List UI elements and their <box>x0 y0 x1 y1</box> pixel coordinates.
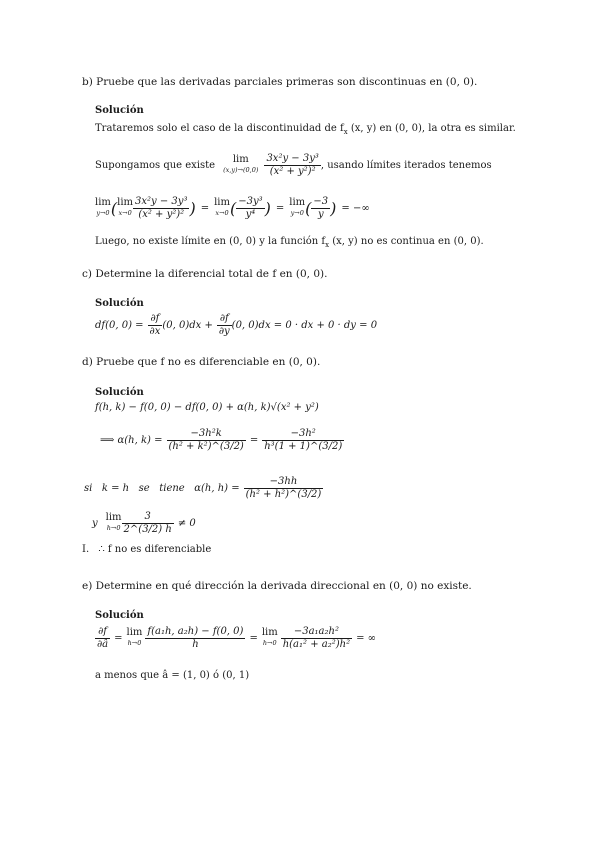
solution-label-e: Solución <box>95 610 144 621</box>
solution-label-c: Solución <box>95 298 144 309</box>
b-conclusion-sub: x <box>325 241 330 249</box>
b-line1-sub: x <box>343 128 348 136</box>
e-lim2 <box>262 628 278 648</box>
b-iter-lim3 <box>289 198 305 218</box>
e-lhs-num: ∂f <box>95 626 110 639</box>
d-eq4-lim <box>106 513 122 533</box>
b-iter-lim2-word: lim <box>214 197 230 208</box>
solution-label-b: Solución <box>95 105 144 116</box>
solution-label-d: Solución <box>95 387 144 398</box>
b-suppose-fraction <box>264 153 320 178</box>
b-iter-den2: y⁴ <box>245 208 256 220</box>
d-eq4-lim-sub: h→0 <box>106 524 121 532</box>
e-lhs-den: ∂â <box>97 638 109 650</box>
b-iter-outer-sub: y→0 <box>96 209 110 217</box>
e-result: = ∞ <box>356 632 376 644</box>
question-c: c) Determine la diferencial total de f en (0, 0). <box>82 268 328 280</box>
b-iter-den: (x² + y²)² <box>138 208 185 220</box>
d-conclusion: ∴ f no es diferenciable <box>98 544 212 555</box>
d-eq4-num: 3 <box>122 511 174 524</box>
question-b: b) Pruebe que las derivadas parciales primeras son discontinuas en (0, 0). <box>82 76 478 88</box>
c-eq-lhs: df(0, 0) = <box>95 319 144 331</box>
b-suppose-num: 3x²y − 3y³ <box>266 152 319 164</box>
d-eq2-frac2 <box>262 428 344 453</box>
d-conclusion-line <box>82 544 211 555</box>
d-eq4-den: 2^(3/2) h <box>123 523 172 535</box>
b-iter-fraction <box>133 196 189 221</box>
e-num2: −3a₁a₂h² <box>281 626 352 639</box>
b-iter-paren2-close-icon: ) <box>264 198 271 218</box>
b-suppose-lim <box>223 155 258 175</box>
d-eq3-frac <box>244 476 324 501</box>
b-iter-paren-open-icon: ( <box>110 198 118 218</box>
e-directional-eq <box>95 622 376 654</box>
b-conclusion <box>95 236 484 249</box>
b-iter-num3: −3 <box>313 195 329 207</box>
d-eq2-den: (h² + k²)^(3/2) <box>168 440 244 452</box>
b-suppose-a: Supongamos que existe <box>95 159 216 171</box>
b-line1 <box>95 123 516 136</box>
b-iter-lim2 <box>214 198 230 218</box>
b-iter-eq1: = <box>200 202 210 214</box>
b-iter-inner-sub: x→0 <box>118 209 132 217</box>
b-conclusion-text: Luego, no existe límite en (0, 0) y la función f <box>95 236 326 247</box>
b-iterated-limits <box>95 190 370 226</box>
b-iter-paren-close-icon: ) <box>189 198 196 218</box>
b-line1-rest: (x, y) en (0, 0), la otra es similar. <box>350 123 516 134</box>
c-frac1-den: ∂x <box>149 325 161 337</box>
d-eq2 <box>100 424 344 456</box>
b-iter-outer-word: lim <box>95 197 111 208</box>
b-suppose-lim-word: lim <box>232 154 249 165</box>
b-iter-inner-word: lim <box>117 197 134 208</box>
b-iter-result: = −∞ <box>341 202 370 214</box>
b-iter-paren3-close-icon: ) <box>330 198 337 218</box>
b-iter-inner-lim <box>117 198 133 218</box>
b-iter-fraction2 <box>236 196 264 221</box>
e-footer: a menos que â = (1, 0) ó (0, 1) <box>95 670 250 681</box>
c-frac2-num: ∂f <box>217 313 232 326</box>
d-eq1: f(h, k) − f(0, 0) − df(0, 0) + α(h, k)√(x² + y²) <box>95 402 319 413</box>
d-eq2-den2: h³(1 + 1)^(3/2) <box>264 440 343 452</box>
b-iter-num2: −3y³ <box>238 195 263 207</box>
b-iter-paren2-open-icon: ( <box>229 198 237 218</box>
e-eq2: = <box>249 632 258 644</box>
d-eq3-num: −3hh <box>244 476 324 489</box>
e-frac1 <box>145 626 245 651</box>
b-iter-lim2-sub: x→0 <box>215 209 229 217</box>
question-e: e) Determine en qué dirección la derivada direccional en (0, 0) no existe. <box>82 580 472 592</box>
d-eq3 <box>84 472 323 504</box>
e-eq: = <box>114 632 123 644</box>
c-frac2-den: ∂y <box>218 325 230 337</box>
e-lim1-word: lim <box>126 627 143 638</box>
c-frac1-num: ∂f <box>148 313 163 326</box>
b-suppose-lim-sub: (x,y)→(0,0) <box>223 166 259 174</box>
b-iter-lim3-sub: y→0 <box>290 209 304 217</box>
d-eq4-lim-word: lim <box>105 512 122 523</box>
d-eq4-y: y <box>92 517 98 529</box>
e-lim1-sub: h→0 <box>127 639 142 647</box>
b-iter-eq2: = <box>275 202 285 214</box>
e-frac2 <box>281 626 352 651</box>
d-eq4-rest: ≠ 0 <box>177 517 196 529</box>
e-den1: h <box>192 638 199 650</box>
e-lim1 <box>127 628 143 648</box>
e-lim2-sub: h→0 <box>262 639 277 647</box>
b-suppose-den: (x² + y²)² <box>269 165 316 177</box>
d-eq3-den: (h² + h²)^(3/2) <box>245 488 322 500</box>
d-eq4 <box>92 508 196 538</box>
c-term1: (0, 0)dx + <box>162 319 213 331</box>
b-suppose-b: , usando límites iterados tenemos <box>320 159 492 171</box>
d-eq4-frac <box>122 511 174 536</box>
b-conclusion-rest: (x, y) no es continua en (0, 0). <box>332 236 484 247</box>
c-differential-eq <box>95 310 377 340</box>
e-lim2-word: lim <box>261 627 278 638</box>
c-term2: (0, 0)dx = 0 · dx + 0 · dy = 0 <box>231 319 378 331</box>
b-suppose-line <box>95 148 492 182</box>
b-iter-paren3-open-icon: ( <box>305 198 312 218</box>
d-eq2-num: −3h²k <box>167 428 246 441</box>
d-eq2-lhs: ⟹ α(h, k) = <box>100 434 163 446</box>
b-iter-lim3-word: lim <box>289 197 306 208</box>
d-conclusion-mark: I. <box>82 544 90 555</box>
b-iter-num: 3x²y − 3y³ <box>135 195 188 207</box>
d-eq3-lhs: si k = h se tiene α(h, h) = <box>84 482 240 494</box>
c-frac1 <box>148 313 163 338</box>
d-eq2-num2: −3h² <box>262 428 344 441</box>
b-line1-text: Trataremos solo el caso de la discontinuidad de f <box>95 123 344 134</box>
question-d: d) Pruebe que f no es diferenciable en (0, 0). <box>82 356 321 368</box>
b-iter-den3: y <box>317 208 324 220</box>
d-eq2-mid: = <box>249 434 259 446</box>
e-den2: h(a₁² + a₂²)h² <box>282 638 351 650</box>
d-eq2-frac1 <box>167 428 246 453</box>
b-iter-fraction3 <box>311 196 330 221</box>
b-iter-outer-lim <box>95 198 111 218</box>
c-frac2 <box>217 313 232 338</box>
e-lhs-frac <box>95 626 110 651</box>
e-num1: f(a₁h, a₂h) − f(0, 0) <box>147 625 244 637</box>
